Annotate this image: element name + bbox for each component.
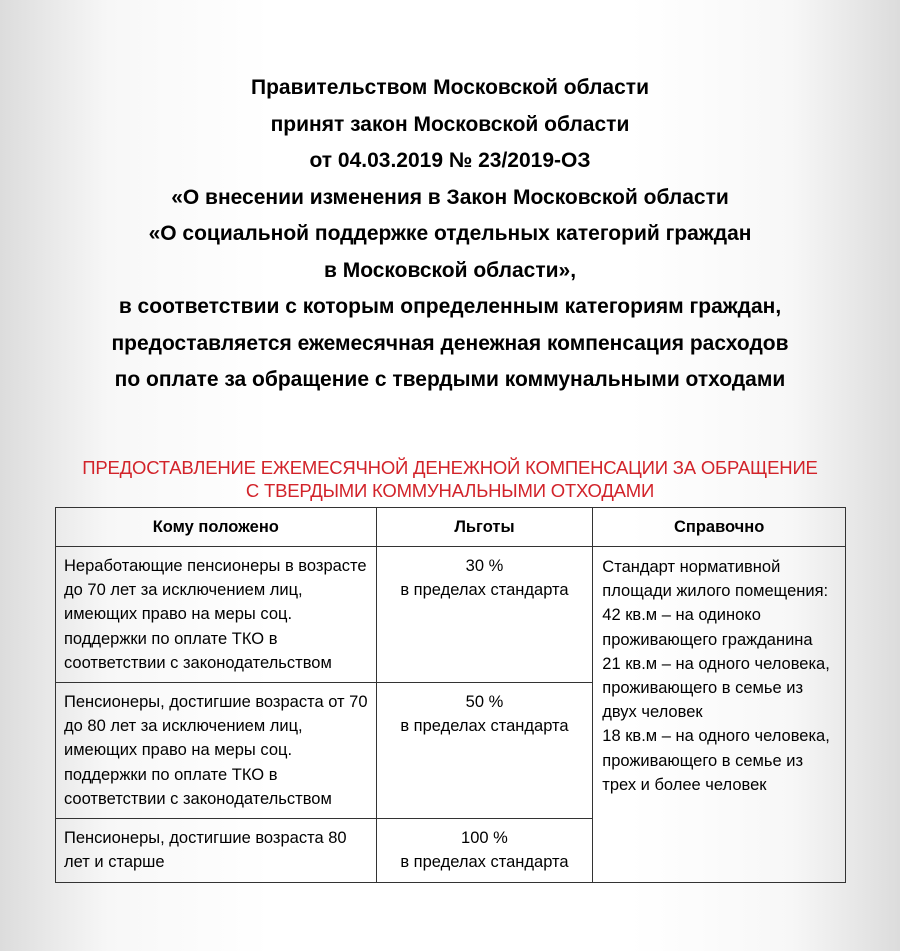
header-who-eligible: Кому положено: [56, 508, 377, 547]
benefits-table: [55, 507, 846, 883]
benefit-scope: в пределах стандарта: [400, 853, 569, 872]
eligible-group-cell: Пенсионеры, достигшие возраста 80 лет и старше: [56, 819, 377, 883]
benefit-percent: 50 %: [465, 693, 504, 711]
subtitle-line: ПРЕДОСТАВЛЕНИЕ ЕЖЕМЕСЯЧНОЙ ДЕНЕЖНОЙ КОМПЕНСАЦИИ ЗА ОБРАЩЕНИЕ: [82, 457, 818, 478]
benefit-percent: 100 %: [461, 829, 508, 847]
eligible-group-cell: Неработающие пенсионеры в возрасте до 70 лет за исключением лиц, имеющих право на меры соц. поддержки по оплате ТКО в соответствии с законодательством: [56, 547, 377, 683]
heading-line: от 04.03.2019 № 23/2019-ОЗ: [309, 149, 591, 172]
header-benefits: Льготы: [376, 508, 593, 547]
law-announcement-heading: [0, 70, 900, 399]
benefit-cell: [376, 547, 593, 683]
table-header-row: [56, 508, 846, 547]
benefit-scope: в пределах стандарта: [400, 581, 569, 600]
reference-single-person: 42 кв.м – на одиноко проживающего гражданина: [602, 606, 813, 649]
heading-line: Правительством Московской области: [251, 76, 649, 99]
reference-standard-title: Стандарт нормативной площади жилого помещения:: [602, 558, 829, 601]
heading-line: «О внесении изменения в Закон Московской области: [171, 185, 729, 209]
heading-line: в Московской области»,: [323, 258, 577, 282]
heading-line: по оплате за обращение с твердыми коммунальными отходами: [114, 368, 786, 391]
reference-two-person-family: 21 кв.м – на одного человека, проживающего в семье из двух человек: [602, 654, 830, 722]
benefit-scope: в пределах стандарта: [400, 717, 569, 736]
compensation-subtitle: [0, 456, 900, 502]
heading-line: принят закон Московской области: [270, 112, 630, 136]
benefit-percent: 30 %: [465, 557, 504, 575]
reference-three-plus-family: 18 кв.м – на одного человека, проживающего в семье из трех и более человек: [602, 727, 830, 794]
heading-line: «О социальной поддержке отдельных категорий граждан: [148, 222, 752, 245]
benefit-cell: [376, 683, 593, 819]
heading-line: в соответствии с которым определенным категориям граждан,: [118, 295, 782, 318]
benefit-cell: [376, 819, 593, 883]
subtitle-line: С ТВЕРДЫМИ КОММУНАЛЬНЫМИ ОТХОДАМИ: [245, 480, 655, 501]
eligible-group-cell: Пенсионеры, достигшие возраста от 70 до 80 лет за исключением лиц, имеющих право на меры соц. поддержки по оплате ТКО в соответствии с законодательством: [56, 683, 377, 819]
header-reference: Справочно: [593, 508, 846, 547]
heading-line: предоставляется ежемесячная денежная компенсация расходов: [111, 331, 789, 355]
table-row: [56, 547, 846, 683]
reference-cell: [593, 547, 846, 883]
